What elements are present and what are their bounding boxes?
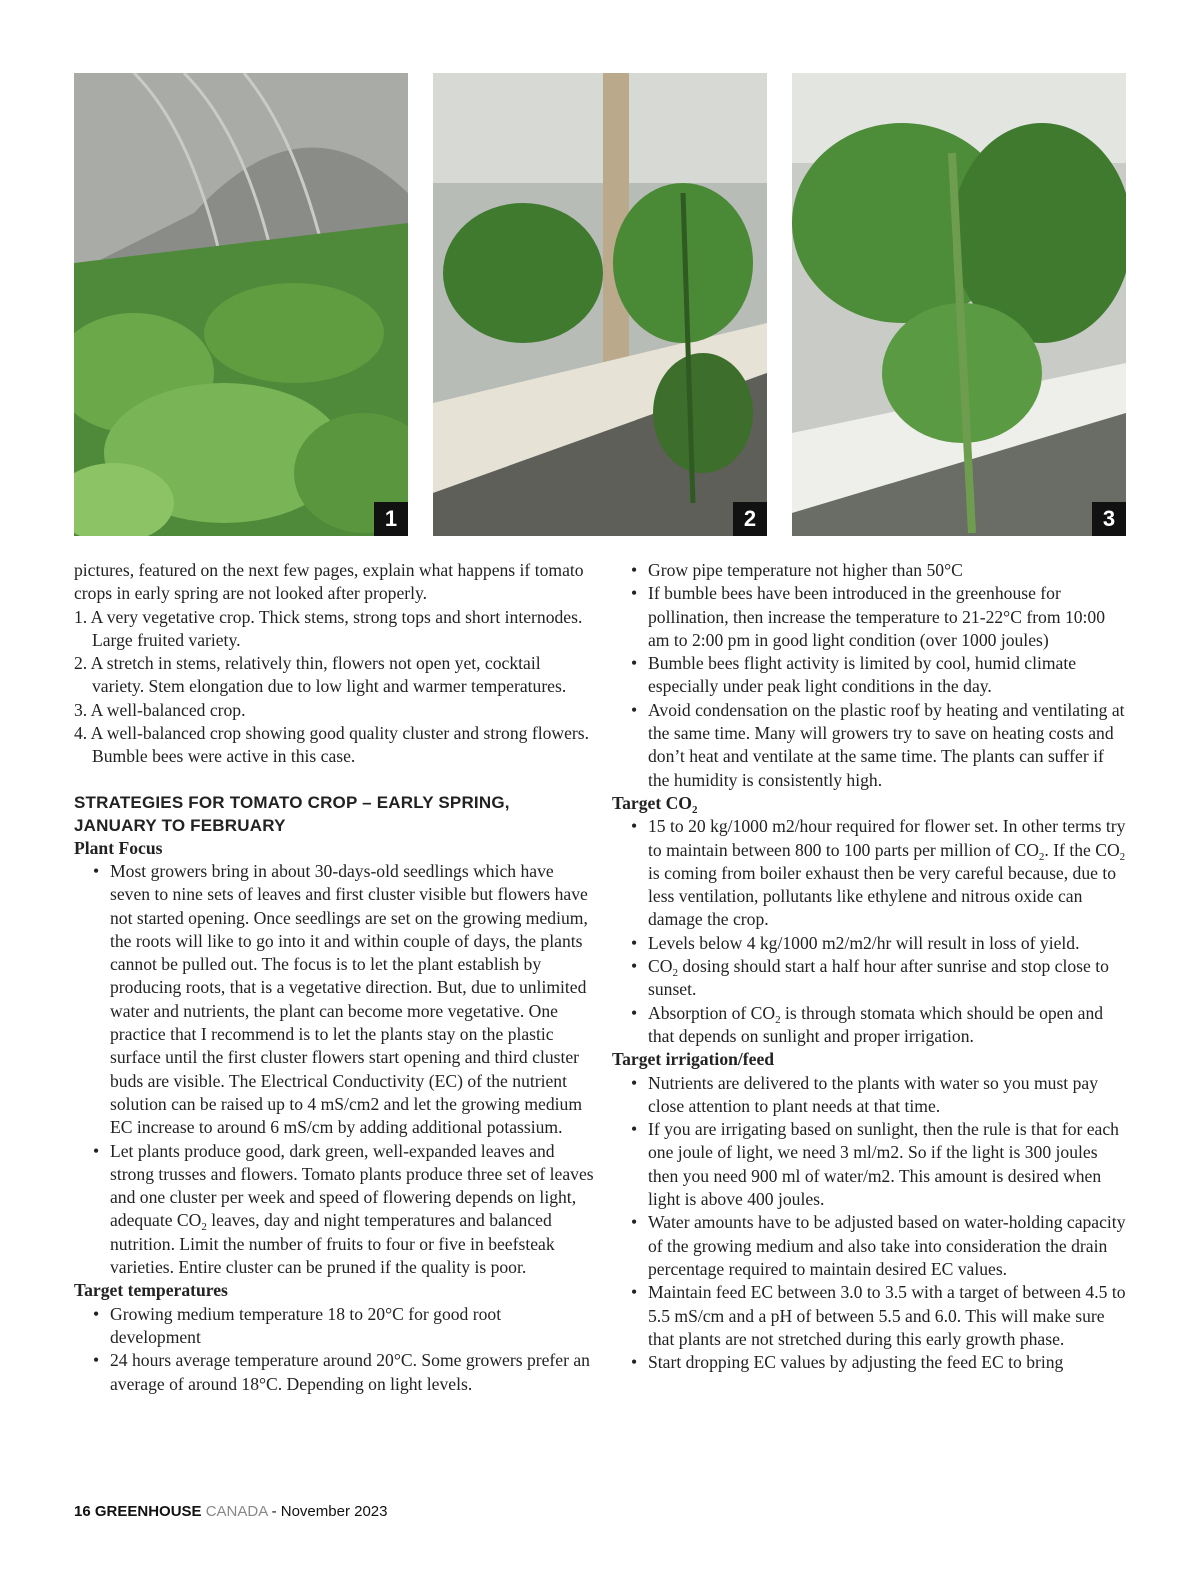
co2-bullet-1: • 15 to 20 kg/1000 m2/hour required for flower set. In other terms try to maintain between 800 to 100 parts per million of $CO_2$. If the $CO_2$ is coming from boiler exhaust then be very careful because, due to less ventilation, pollutants like ethylene and nitrous oxide can damage the crop. <box>612 815 1128 931</box>
caption-item-3: 3. A well-balanced crop. <box>74 699 246 720</box>
plant-focus-bullet-2: • Let plants produce good, dark green, well-expanded leaves and strong trusses and flowers. Tomato plants produce three set of leaves and one cluster per week and speed of flowering depends on light, adequate $CO_2$ leaves, day and night temperatures and balanced nutrition. Limit the number of fruits to four or five in beefsteak varieties. Entire cluster can be pruned if the quality is poor. <box>74 1140 594 1280</box>
co2-bullet-3: • $CO_2$ dosing should start a half hour after sunrise and stop close to sunset. <box>612 955 1128 1002</box>
caption-item-2: 2. A stretch in stems, relatively thin, flowers not open yet, cocktail variety. Stem elongation due to low light and warmer temperatures. <box>74 653 567 697</box>
photo-badge-2: 2 <box>733 502 767 536</box>
magazine-name: GREENHOUSE <box>94 1503 202 1520</box>
photo-3-image <box>792 73 1126 536</box>
section-heading-line1: STRATEGIES FOR TOMATO CROP – EARLY SPRING, <box>74 792 510 812</box>
caption-item-4: 4. A well-balanced crop showing good quality cluster and strong flowers. Bumble bees were active in this case. <box>74 723 589 767</box>
subhead-target-temperatures: Target temperatures <box>74 1280 228 1301</box>
page-number: 16 <box>74 1503 91 1520</box>
caption-list <box>74 606 594 769</box>
co2-list <box>612 815 1128 1048</box>
irrigation-list <box>612 1072 1128 1375</box>
section-heading-line2: JANUARY TO FEBRUARY <box>74 815 286 835</box>
irrigation-bullet-5: • Start dropping EC values by adjusting the feed EC to bring <box>612 1351 1128 1374</box>
temperature-continued-list <box>612 559 1128 792</box>
page-footer <box>74 1503 387 1520</box>
subhead-target-co2: Target $CO_2$ <box>612 792 698 816</box>
section-heading <box>74 791 594 837</box>
photo-1-vegetative-crop <box>74 73 408 536</box>
irrigation-bullet-1: • Nutrients are delivered to the plants with water so you must pay close attention to plant needs at that time. <box>612 1072 1128 1119</box>
left-column <box>74 559 594 1396</box>
target-temperatures-list <box>74 1303 594 1396</box>
irrigation-bullet-4: • Maintain feed EC between 3.0 to 3.5 with a target of between 4.5 to 5.5 mS/cm and a pH of between 5.5 and 6.0. This will make sure that plants are not stretched during this early growth phase. <box>612 1281 1128 1351</box>
issue-date: - November 2023 <box>271 1503 388 1520</box>
irrigation-bullet-2: • If you are irrigating based on sunlight, then the rule is that for each one joule of light, we need 3 ml/m2. So if the light is 300 joules then you need 900 ml of water/m2. This amount is desired when light is above 400 joules. <box>612 1118 1128 1211</box>
photo-3-balanced-crop <box>792 73 1126 536</box>
co2-bullet-4: • Absorption of $CO_2$ is through stomata which should be open and that depends on sunlight and proper irrigation. <box>612 1002 1128 1049</box>
temp-bullet-3: • Grow pipe temperature not higher than 50°C <box>612 559 1128 582</box>
temp-bullet-4: • If bumble bees have been introduced in the greenhouse for pollination, then increase the temperature to 21-22°C from 10:00 am to 2:00 pm in good light condition (over 1000 joules) <box>612 582 1128 652</box>
co2-bullet-2: • Levels below 4 kg/1000 m2/m2/hr will result in loss of yield. <box>612 932 1128 955</box>
irrigation-bullet-3: • Water amounts have to be adjusted based on water-holding capacity of the growing medium and also take into consideration the drain percentage required to maintain desired EC values. <box>612 1211 1128 1281</box>
temp-bullet-2: • 24 hours average temperature around 20°C. Some growers prefer an average of around 18°C. Depending on light levels. <box>74 1349 594 1396</box>
right-column <box>612 559 1128 1374</box>
plant-focus-list <box>74 860 594 1279</box>
photo-1-image <box>74 73 408 536</box>
subhead-target-irrigation: Target irrigation/feed <box>612 1049 775 1070</box>
intro-paragraph: pictures, featured on the next few pages, explain what happens if tomato crops in early spring are not looked after properly. <box>74 560 584 604</box>
magazine-name-suffix: CANADA <box>205 1503 268 1520</box>
subhead-plant-focus: Plant Focus <box>74 837 163 858</box>
temp-bullet-6: • Avoid condensation on the plastic roof by heating and ventilating at the same time. Many will growers try to save on heating costs and don’t heat and ventilate at the same time. The plants can suffer if the humidity is consistently high. <box>612 699 1128 792</box>
caption-item-1: 1. A very vegetative crop. Thick stems, strong tops and short internodes. Large fruited variety. <box>74 606 583 650</box>
temp-bullet-1: • Growing medium temperature 18 to 20°C for good root development <box>74 1303 594 1350</box>
photo-badge-1: 1 <box>374 502 408 536</box>
plant-focus-bullet-1: • Most growers bring in about 30-days-old seedlings which have seven to nine sets of leaves and first cluster visible but flowers have not started opening. Once seedlings are set on the growing medium, the roots will like to go into it and within couple of days, the plants cannot be pulled out. The focus is to let the plant establish by producing roots, that is a vegetative direction. But, due to unlimited water and nutrients, the plant can become more vegetative. One practice that I recommend is to let the plants stay on the plastic surface until the first cluster flowers start opening and third cluster buds are visible. The Electrical Conductivity (EC) of the nutrient solution can be raised up to 4 mS/cm2 and let the growing medium EC increase to around 6 mS/cm by adding additional potassium. <box>74 860 594 1140</box>
photo-2-image <box>433 73 767 536</box>
photo-badge-3: 3 <box>1092 502 1126 536</box>
photo-2-stretched-crop <box>433 73 767 536</box>
temp-bullet-5: • Bumble bees flight activity is limited by cool, humid climate especially under peak light conditions in the day. <box>612 652 1128 699</box>
